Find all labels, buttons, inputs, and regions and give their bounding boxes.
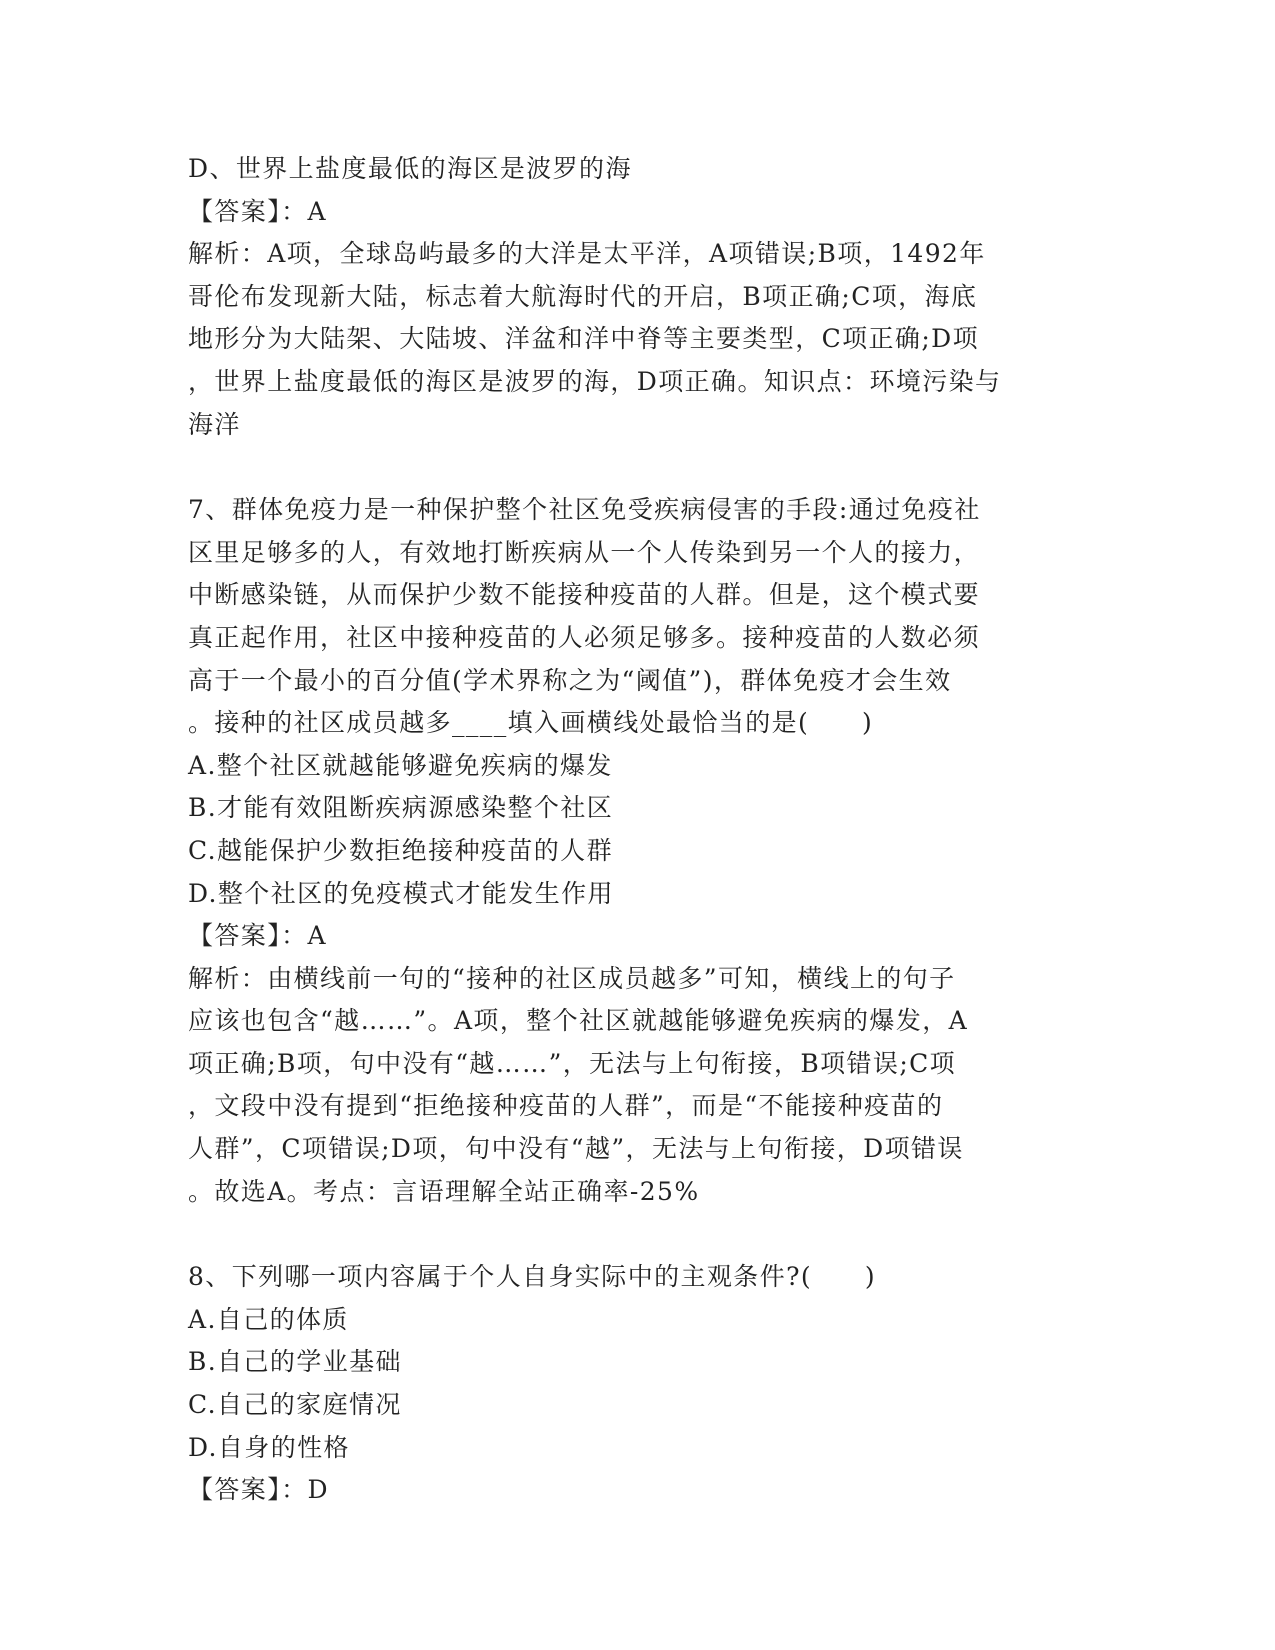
- q8-option-b: B.自己的学业基础: [188, 1347, 402, 1377]
- q7-stem-line: 高于一个最小的百分值(学术界称之为“阈值”)，群体免疫才会生效: [188, 665, 952, 695]
- q7-option-d: D.整个社区的免疫模式才能发生作用: [188, 878, 614, 908]
- q7-analysis-line: 。故选A。考点：言语理解全站正确率-25%: [188, 1176, 700, 1206]
- q6-analysis-line: ，世界上盐度最低的海区是波罗的海，D项正确。知识点：环境污染与: [188, 366, 1002, 396]
- q7-stem-line: 。接种的社区成员越多____填入画横线处最恰当的是( ): [188, 708, 874, 738]
- q6-analysis: [188, 233, 1088, 446]
- q7-stem-line: 7、群体免疫力是一种保护整个社区免受疾病侵害的手段:通过免疫社: [188, 495, 981, 525]
- q7-option-a: A.整个社区就越能够避免疾病的爆发: [188, 750, 613, 780]
- q7-stem-line: 中断感染链，从而保护少数不能接种疫苗的人群。但是，这个模式要: [188, 580, 981, 610]
- q7-option-b: B.才能有效阻断疾病源感染整个社区: [188, 793, 614, 823]
- q7-option-c: C.越能保护少数拒绝接种疫苗的人群: [188, 835, 613, 865]
- q7-stem-line: 区里足够多的人，有效地打断疾病从一个人传染到另一个人的接力，: [188, 537, 981, 567]
- q8-answer: 【答案】：D: [188, 1475, 329, 1505]
- q6-answer: 【答案】：A: [188, 196, 327, 226]
- section-gap: [188, 446, 1088, 489]
- q8-options: [188, 1299, 1088, 1469]
- q6-analysis-line: 海洋: [188, 409, 241, 439]
- q7-analysis-line: ，文段中没有提到“拒绝接种疫苗的人群”，而是“不能接种疫苗的: [188, 1091, 944, 1121]
- q7-stem: [188, 489, 1088, 745]
- q7-analysis-line: 解析：由横线前一句的“接种的社区成员越多”可知，横线上的句子: [188, 963, 956, 993]
- q6-analysis-line: 哥伦布发现新大陆，标志着大航海时代的开启，B项正确;C项，海底: [188, 281, 978, 311]
- q7-analysis-line: 项正确;B项，句中没有“越……”，无法与上句衔接，B项错误;C项: [188, 1048, 957, 1078]
- q6-option-d: D、世界上盐度最低的海区是波罗的海: [188, 154, 632, 183]
- q8-option-a: A.自己的体质: [188, 1304, 349, 1334]
- q6-analysis-line: 解析：A项，全球岛屿最多的大洋是太平洋，A项错误;B项，1492年: [188, 239, 986, 269]
- q6-analysis-line: 地形分为大陆架、大陆坡、洋盆和洋中脊等主要类型，C项正确;D项: [188, 324, 979, 354]
- document-page: [188, 148, 1088, 1512]
- q7-options: [188, 745, 1088, 915]
- q7-answer: 【答案】：A: [188, 921, 327, 951]
- q7-analysis-line: 应该也包含“越……”。A项，整个社区就越能够避免疾病的爆发，A: [188, 1006, 969, 1036]
- q8-option-c: C.自己的家庭情况: [188, 1390, 402, 1420]
- q7-analysis-line: 人群”，C项错误;D项，句中没有“越”，无法与上句衔接，D项错误: [188, 1134, 964, 1164]
- q7-analysis: [188, 958, 1088, 1214]
- q8-stem: 8、下列哪一项内容属于个人自身实际中的主观条件?( ): [188, 1262, 877, 1292]
- q7-stem-line: 真正起作用，社区中接种疫苗的人必须足够多。接种疫苗的人数必须: [188, 622, 981, 652]
- q8-option-d: D.自身的性格: [188, 1432, 350, 1462]
- section-gap: [188, 1213, 1088, 1256]
